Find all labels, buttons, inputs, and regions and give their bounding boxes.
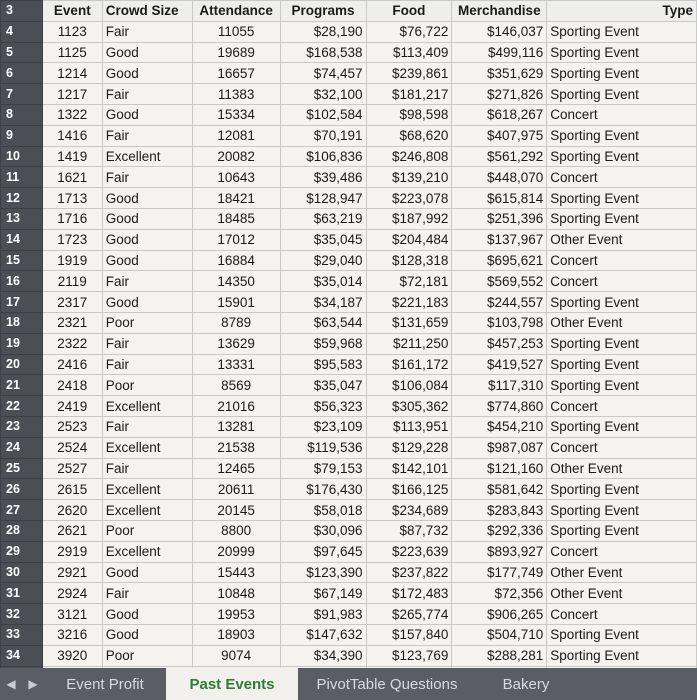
cell-programs[interactable]: $59,968 bbox=[280, 333, 366, 354]
cell-merchandise[interactable]: $251,396 bbox=[452, 208, 547, 229]
cell-programs[interactable]: $102,584 bbox=[280, 104, 366, 125]
tab-pivottable-questions[interactable]: PivotTable Questions bbox=[316, 675, 458, 693]
cell-attendance[interactable]: 10643 bbox=[192, 167, 280, 188]
cell-food[interactable]: $234,689 bbox=[366, 500, 452, 521]
cell-food[interactable]: $223,078 bbox=[366, 188, 452, 209]
cell-crowd-size[interactable]: Fair bbox=[102, 416, 192, 437]
cell-merchandise[interactable]: $103,798 bbox=[452, 312, 547, 333]
cell-type[interactable]: Sporting Event bbox=[547, 624, 697, 645]
cell-crowd-size[interactable]: Good bbox=[102, 208, 192, 229]
cell-attendance[interactable]: 13331 bbox=[192, 354, 280, 375]
cell-type[interactable]: Concert bbox=[547, 250, 697, 271]
cell-food[interactable]: $246,808 bbox=[366, 146, 452, 167]
cell-attendance[interactable]: 11383 bbox=[192, 84, 280, 105]
table-row bbox=[1, 375, 697, 396]
cell-type[interactable]: Other Event bbox=[547, 458, 697, 479]
cell-event[interactable]: 3121 bbox=[42, 604, 102, 625]
cell-event[interactable]: 1919 bbox=[42, 250, 102, 271]
header-row bbox=[1, 1, 697, 22]
cell-type[interactable]: Sporting Event bbox=[547, 188, 697, 209]
cell-merchandise[interactable]: $448,070 bbox=[452, 167, 547, 188]
cell-programs[interactable]: $34,187 bbox=[280, 292, 366, 313]
sheet-tab-bar bbox=[0, 668, 697, 700]
cell-programs[interactable]: $97,645 bbox=[280, 541, 366, 562]
cell-merchandise[interactable]: $774,860 bbox=[452, 396, 547, 417]
table-row bbox=[1, 208, 697, 229]
table-row bbox=[1, 604, 697, 625]
row-number[interactable]: 26 bbox=[1, 479, 43, 500]
cell-type[interactable]: Sporting Event bbox=[547, 645, 697, 666]
cell-merchandise[interactable]: $581,642 bbox=[452, 479, 547, 500]
cell-programs[interactable]: $63,544 bbox=[280, 312, 366, 333]
cell-type[interactable]: Concert bbox=[547, 604, 697, 625]
row-number[interactable]: 28 bbox=[1, 520, 43, 541]
cell-event[interactable]: 1416 bbox=[42, 125, 102, 146]
cell-food[interactable]: $161,172 bbox=[366, 354, 452, 375]
cell-crowd-size[interactable]: Good bbox=[102, 42, 192, 63]
row-number[interactable]: 17 bbox=[1, 292, 43, 313]
cell-programs[interactable]: $30,096 bbox=[280, 520, 366, 541]
cell-food[interactable]: $76,722 bbox=[366, 21, 452, 42]
cell-type[interactable]: Concert bbox=[547, 104, 697, 125]
cell-food[interactable]: $68,620 bbox=[366, 125, 452, 146]
cell-attendance[interactable]: 21016 bbox=[192, 396, 280, 417]
row-number[interactable]: 23 bbox=[1, 416, 43, 437]
cell-crowd-size[interactable]: Excellent bbox=[102, 396, 192, 417]
cell-programs[interactable]: $91,983 bbox=[280, 604, 366, 625]
cell-attendance[interactable]: 18485 bbox=[192, 208, 280, 229]
cell-crowd-size[interactable]: Poor bbox=[102, 312, 192, 333]
cell-food[interactable]: $106,084 bbox=[366, 375, 452, 396]
table-row bbox=[1, 125, 697, 146]
table-row bbox=[1, 541, 697, 562]
table-row bbox=[1, 84, 697, 105]
cell-event[interactable]: 2921 bbox=[42, 562, 102, 583]
cell-type[interactable]: Sporting Event bbox=[547, 500, 697, 521]
cell-merchandise[interactable]: $117,310 bbox=[452, 375, 547, 396]
cell-event[interactable]: 2416 bbox=[42, 354, 102, 375]
cell-type[interactable]: Sporting Event bbox=[547, 125, 697, 146]
cell-type[interactable]: Sporting Event bbox=[547, 333, 697, 354]
cell-event[interactable]: 1322 bbox=[42, 104, 102, 125]
cell-type[interactable]: Concert bbox=[547, 541, 697, 562]
cell-attendance[interactable]: 14350 bbox=[192, 271, 280, 292]
cell-programs[interactable]: $67,149 bbox=[280, 583, 366, 604]
column-header-type[interactable]: Type bbox=[547, 1, 697, 22]
cell-programs[interactable]: $23,109 bbox=[280, 416, 366, 437]
table-row bbox=[1, 437, 697, 458]
cell-event[interactable]: 2119 bbox=[42, 271, 102, 292]
row-number[interactable]: 22 bbox=[1, 396, 43, 417]
cell-merchandise[interactable]: $987,087 bbox=[452, 437, 547, 458]
cell-type[interactable]: Sporting Event bbox=[547, 479, 697, 500]
cell-food[interactable]: $129,228 bbox=[366, 437, 452, 458]
cell-event[interactable]: 2621 bbox=[42, 520, 102, 541]
row-number[interactable]: 34 bbox=[1, 645, 43, 666]
cell-attendance[interactable]: 8789 bbox=[192, 312, 280, 333]
cell-programs[interactable]: $34,390 bbox=[280, 645, 366, 666]
cell-attendance[interactable]: 12081 bbox=[192, 125, 280, 146]
cell-attendance[interactable]: 9074 bbox=[192, 645, 280, 666]
cell-attendance[interactable]: 20145 bbox=[192, 500, 280, 521]
tab-past-events[interactable]: Past Events bbox=[166, 668, 298, 700]
cell-food[interactable]: $211,250 bbox=[366, 333, 452, 354]
chevron-left-icon[interactable]: ◀ bbox=[6, 677, 16, 691]
cell-crowd-size[interactable]: Fair bbox=[102, 583, 192, 604]
cell-type[interactable]: Sporting Event bbox=[547, 21, 697, 42]
row-number[interactable]: 15 bbox=[1, 250, 43, 271]
row-number[interactable]: 31 bbox=[1, 583, 43, 604]
row-number[interactable]: 29 bbox=[1, 541, 43, 562]
column-header-crowd-size[interactable]: Crowd Size bbox=[102, 1, 192, 22]
cell-attendance[interactable]: 12465 bbox=[192, 458, 280, 479]
cell-event[interactable]: 3920 bbox=[42, 645, 102, 666]
cell-crowd-size[interactable]: Good bbox=[102, 229, 192, 250]
cell-crowd-size[interactable]: Good bbox=[102, 562, 192, 583]
row-number[interactable]: 32 bbox=[1, 604, 43, 625]
cell-food[interactable]: $187,992 bbox=[366, 208, 452, 229]
cell-programs[interactable]: $70,191 bbox=[280, 125, 366, 146]
cell-type[interactable]: Other Event bbox=[547, 312, 697, 333]
table-row bbox=[1, 42, 697, 63]
cell-event[interactable]: 2317 bbox=[42, 292, 102, 313]
cell-attendance[interactable]: 16657 bbox=[192, 63, 280, 84]
cell-event[interactable]: 2919 bbox=[42, 541, 102, 562]
cell-merchandise[interactable]: $893,927 bbox=[452, 541, 547, 562]
cell-attendance[interactable]: 8800 bbox=[192, 520, 280, 541]
table-row bbox=[1, 21, 697, 42]
cell-programs[interactable]: $147,632 bbox=[280, 624, 366, 645]
cell-programs[interactable]: $168,538 bbox=[280, 42, 366, 63]
cell-crowd-size[interactable]: Excellent bbox=[102, 541, 192, 562]
cell-crowd-size[interactable]: Excellent bbox=[102, 146, 192, 167]
table-row bbox=[1, 250, 697, 271]
table-row bbox=[1, 63, 697, 84]
cell-merchandise[interactable]: $407,975 bbox=[452, 125, 547, 146]
cell-event[interactable]: 1419 bbox=[42, 146, 102, 167]
cell-attendance[interactable]: 17012 bbox=[192, 229, 280, 250]
row-number[interactable]: 12 bbox=[1, 188, 43, 209]
cell-food[interactable]: $142,101 bbox=[366, 458, 452, 479]
cell-food[interactable]: $87,732 bbox=[366, 520, 452, 541]
row-number[interactable]: 5 bbox=[1, 42, 43, 63]
table-row bbox=[1, 645, 697, 666]
cell-crowd-size[interactable]: Excellent bbox=[102, 479, 192, 500]
cell-crowd-size[interactable]: Fair bbox=[102, 354, 192, 375]
column-header-programs[interactable]: Programs bbox=[280, 1, 366, 22]
cell-crowd-size[interactable]: Good bbox=[102, 63, 192, 84]
cell-programs[interactable]: $176,430 bbox=[280, 479, 366, 500]
cell-crowd-size[interactable]: Good bbox=[102, 188, 192, 209]
cell-crowd-size[interactable]: Fair bbox=[102, 167, 192, 188]
cell-type[interactable]: Sporting Event bbox=[547, 146, 697, 167]
cell-crowd-size[interactable]: Good bbox=[102, 104, 192, 125]
row-number[interactable]: 9 bbox=[1, 125, 43, 146]
cell-merchandise[interactable]: $906,265 bbox=[452, 604, 547, 625]
cell-type[interactable]: Sporting Event bbox=[547, 63, 697, 84]
cell-attendance[interactable]: 11055 bbox=[192, 21, 280, 42]
cell-event[interactable]: 2924 bbox=[42, 583, 102, 604]
column-header-attendance[interactable]: Attendance bbox=[192, 1, 280, 22]
cell-crowd-size[interactable]: Good bbox=[102, 604, 192, 625]
cell-attendance[interactable]: 15901 bbox=[192, 292, 280, 313]
cell-programs[interactable]: $119,536 bbox=[280, 437, 366, 458]
cell-type[interactable]: Sporting Event bbox=[547, 42, 697, 63]
cell-merchandise[interactable]: $292,336 bbox=[452, 520, 547, 541]
cell-programs[interactable]: $74,457 bbox=[280, 63, 366, 84]
cell-type[interactable]: Concert bbox=[547, 167, 697, 188]
cell-type[interactable]: Concert bbox=[547, 437, 697, 458]
row-number[interactable]: 25 bbox=[1, 458, 43, 479]
cell-crowd-size[interactable]: Excellent bbox=[102, 500, 192, 521]
cell-event[interactable]: 1217 bbox=[42, 84, 102, 105]
cell-type[interactable]: Concert bbox=[547, 396, 697, 417]
cell-food[interactable]: $113,951 bbox=[366, 416, 452, 437]
cell-event[interactable]: 2321 bbox=[42, 312, 102, 333]
cell-crowd-size[interactable]: Poor bbox=[102, 645, 192, 666]
cell-merchandise[interactable]: $615,814 bbox=[452, 188, 547, 209]
cell-food[interactable]: $123,769 bbox=[366, 645, 452, 666]
cell-programs[interactable]: $39,486 bbox=[280, 167, 366, 188]
cell-food[interactable]: $221,183 bbox=[366, 292, 452, 313]
cell-attendance[interactable]: 18903 bbox=[192, 624, 280, 645]
cell-programs[interactable]: $128,947 bbox=[280, 188, 366, 209]
cell-crowd-size[interactable]: Fair bbox=[102, 84, 192, 105]
row-number[interactable]: 13 bbox=[1, 208, 43, 229]
row-number[interactable]: 11 bbox=[1, 167, 43, 188]
cell-attendance[interactable]: 15334 bbox=[192, 104, 280, 125]
cell-programs[interactable]: $35,014 bbox=[280, 271, 366, 292]
cell-event[interactable]: 1713 bbox=[42, 188, 102, 209]
cell-food[interactable]: $305,362 bbox=[366, 396, 452, 417]
cell-programs[interactable]: $106,836 bbox=[280, 146, 366, 167]
column-header-food[interactable]: Food bbox=[366, 1, 452, 22]
table-row bbox=[1, 479, 697, 500]
cell-food[interactable]: $265,774 bbox=[366, 604, 452, 625]
column-header-merchandise[interactable]: Merchandise bbox=[452, 1, 547, 22]
cell-attendance[interactable]: 8569 bbox=[192, 375, 280, 396]
cell-attendance[interactable]: 20611 bbox=[192, 479, 280, 500]
cell-programs[interactable]: $95,583 bbox=[280, 354, 366, 375]
cell-programs[interactable]: $28,190 bbox=[280, 21, 366, 42]
cell-food[interactable]: $166,125 bbox=[366, 479, 452, 500]
cell-type[interactable]: Other Event bbox=[547, 562, 697, 583]
chevron-right-icon[interactable]: ▶ bbox=[28, 677, 38, 691]
table-row bbox=[1, 416, 697, 437]
cell-type[interactable]: Other Event bbox=[547, 229, 697, 250]
table-row bbox=[1, 146, 697, 167]
cell-merchandise[interactable]: $244,557 bbox=[452, 292, 547, 313]
cell-merchandise[interactable]: $695,621 bbox=[452, 250, 547, 271]
row-number[interactable]: 21 bbox=[1, 375, 43, 396]
cell-type[interactable]: Sporting Event bbox=[547, 354, 697, 375]
cell-merchandise[interactable]: $351,629 bbox=[452, 63, 547, 84]
cell-crowd-size[interactable]: Good bbox=[102, 624, 192, 645]
cell-food[interactable]: $204,484 bbox=[366, 229, 452, 250]
row-number[interactable]: 10 bbox=[1, 146, 43, 167]
row-number[interactable]: 18 bbox=[1, 312, 43, 333]
table-row bbox=[1, 354, 697, 375]
cell-crowd-size[interactable]: Fair bbox=[102, 458, 192, 479]
table-row bbox=[1, 271, 697, 292]
cell-food[interactable]: $128,318 bbox=[366, 250, 452, 271]
cell-merchandise[interactable]: $569,552 bbox=[452, 271, 547, 292]
table-row bbox=[1, 312, 697, 333]
table-row bbox=[1, 292, 697, 313]
cell-event[interactable]: 2418 bbox=[42, 375, 102, 396]
tab-bakery[interactable]: Bakery bbox=[502, 675, 550, 693]
table-row bbox=[1, 458, 697, 479]
cell-event[interactable]: 1723 bbox=[42, 229, 102, 250]
cell-food[interactable]: $98,598 bbox=[366, 104, 452, 125]
cell-event[interactable]: 1621 bbox=[42, 167, 102, 188]
tab-event-profit[interactable]: Event Profit bbox=[66, 675, 144, 693]
table-row bbox=[1, 396, 697, 417]
row-number[interactable]: 19 bbox=[1, 333, 43, 354]
cell-attendance[interactable]: 15443 bbox=[192, 562, 280, 583]
cell-merchandise[interactable]: $72,356 bbox=[452, 583, 547, 604]
cell-type[interactable]: Sporting Event bbox=[547, 375, 697, 396]
cell-type[interactable]: Sporting Event bbox=[547, 292, 697, 313]
cell-crowd-size[interactable]: Excellent bbox=[102, 437, 192, 458]
table-row bbox=[1, 188, 697, 209]
cell-event[interactable]: 2419 bbox=[42, 396, 102, 417]
cell-merchandise[interactable]: $283,843 bbox=[452, 500, 547, 521]
row-number[interactable]: 6 bbox=[1, 63, 43, 84]
row-number[interactable]: 27 bbox=[1, 500, 43, 521]
cell-crowd-size[interactable]: Fair bbox=[102, 125, 192, 146]
cell-event[interactable]: 3216 bbox=[42, 624, 102, 645]
cell-attendance[interactable]: 20999 bbox=[192, 541, 280, 562]
table-row bbox=[1, 229, 697, 250]
cell-food[interactable]: $113,409 bbox=[366, 42, 452, 63]
cell-event[interactable]: 1214 bbox=[42, 63, 102, 84]
cell-event[interactable]: 2322 bbox=[42, 333, 102, 354]
cell-crowd-size[interactable]: Poor bbox=[102, 375, 192, 396]
cell-programs[interactable]: $58,018 bbox=[280, 500, 366, 521]
table-row bbox=[1, 624, 697, 645]
cell-food[interactable]: $139,210 bbox=[366, 167, 452, 188]
cell-type[interactable]: Sporting Event bbox=[547, 208, 697, 229]
table-row bbox=[1, 104, 697, 125]
cell-food[interactable]: $172,483 bbox=[366, 583, 452, 604]
cell-attendance[interactable]: 16884 bbox=[192, 250, 280, 271]
cell-event[interactable]: 2524 bbox=[42, 437, 102, 458]
row-number[interactable]: 24 bbox=[1, 437, 43, 458]
cell-type[interactable]: Sporting Event bbox=[547, 520, 697, 541]
cell-attendance[interactable]: 10848 bbox=[192, 583, 280, 604]
cell-programs[interactable]: $35,045 bbox=[280, 229, 366, 250]
table-row bbox=[1, 333, 697, 354]
cell-programs[interactable]: $29,040 bbox=[280, 250, 366, 271]
cell-food[interactable]: $223,639 bbox=[366, 541, 452, 562]
cell-food[interactable]: $237,822 bbox=[366, 562, 452, 583]
cell-event[interactable]: 1716 bbox=[42, 208, 102, 229]
cell-merchandise[interactable]: $137,967 bbox=[452, 229, 547, 250]
cell-event[interactable]: 2527 bbox=[42, 458, 102, 479]
cell-type[interactable]: Sporting Event bbox=[547, 84, 697, 105]
cell-food[interactable]: $181,217 bbox=[366, 84, 452, 105]
cell-programs[interactable]: $63,219 bbox=[280, 208, 366, 229]
cell-programs[interactable]: $56,323 bbox=[280, 396, 366, 417]
cell-crowd-size[interactable]: Good bbox=[102, 250, 192, 271]
row-number[interactable]: 20 bbox=[1, 354, 43, 375]
cell-programs[interactable]: $79,153 bbox=[280, 458, 366, 479]
cell-attendance[interactable]: 19953 bbox=[192, 604, 280, 625]
cell-attendance[interactable]: 21538 bbox=[192, 437, 280, 458]
cell-food[interactable]: $239,861 bbox=[366, 63, 452, 84]
row-number[interactable]: 33 bbox=[1, 624, 43, 645]
cell-crowd-size[interactable]: Fair bbox=[102, 333, 192, 354]
cell-crowd-size[interactable]: Fair bbox=[102, 21, 192, 42]
cell-event[interactable]: 2523 bbox=[42, 416, 102, 437]
cell-merchandise[interactable]: $457,253 bbox=[452, 333, 547, 354]
cell-food[interactable]: $157,840 bbox=[366, 624, 452, 645]
cell-merchandise[interactable]: $419,527 bbox=[452, 354, 547, 375]
cell-programs[interactable]: $123,390 bbox=[280, 562, 366, 583]
cell-merchandise[interactable]: $121,160 bbox=[452, 458, 547, 479]
cell-merchandise[interactable]: $561,292 bbox=[452, 146, 547, 167]
cell-attendance[interactable]: 13629 bbox=[192, 333, 280, 354]
cell-type[interactable]: Sporting Event bbox=[547, 416, 697, 437]
table-row bbox=[1, 167, 697, 188]
row-number[interactable]: 3 bbox=[1, 1, 43, 22]
column-header-event[interactable]: Event bbox=[42, 1, 102, 22]
cell-merchandise[interactable]: $499,116 bbox=[452, 42, 547, 63]
cell-merchandise[interactable]: $618,267 bbox=[452, 104, 547, 125]
cell-merchandise[interactable]: $177,749 bbox=[452, 562, 547, 583]
cell-event[interactable]: 2615 bbox=[42, 479, 102, 500]
row-number[interactable]: 8 bbox=[1, 104, 43, 125]
cell-attendance[interactable]: 18421 bbox=[192, 188, 280, 209]
cell-merchandise[interactable]: $146,037 bbox=[452, 21, 547, 42]
cell-type[interactable]: Other Event bbox=[547, 583, 697, 604]
cell-attendance[interactable]: 13281 bbox=[192, 416, 280, 437]
table-row bbox=[1, 520, 697, 541]
cell-programs[interactable]: $35,047 bbox=[280, 375, 366, 396]
cell-programs[interactable]: $32,100 bbox=[280, 84, 366, 105]
cell-type[interactable]: Concert bbox=[547, 271, 697, 292]
table-row bbox=[1, 562, 697, 583]
cell-food[interactable]: $131,659 bbox=[366, 312, 452, 333]
cell-crowd-size[interactable]: Poor bbox=[102, 520, 192, 541]
cell-attendance[interactable]: 20082 bbox=[192, 146, 280, 167]
row-number[interactable]: 30 bbox=[1, 562, 43, 583]
table-row bbox=[1, 583, 697, 604]
cell-crowd-size[interactable]: Fair bbox=[102, 271, 192, 292]
cell-crowd-size[interactable]: Good bbox=[102, 292, 192, 313]
cell-merchandise[interactable]: $454,210 bbox=[452, 416, 547, 437]
row-number[interactable]: 14 bbox=[1, 229, 43, 250]
table-row bbox=[1, 500, 697, 521]
cell-merchandise[interactable]: $271,826 bbox=[452, 84, 547, 105]
cell-event[interactable]: 2620 bbox=[42, 500, 102, 521]
cell-event[interactable]: 1123 bbox=[42, 21, 102, 42]
cell-merchandise[interactable]: $288,281 bbox=[452, 645, 547, 666]
cell-food[interactable]: $72,181 bbox=[366, 271, 452, 292]
cell-merchandise[interactable]: $504,710 bbox=[452, 624, 547, 645]
row-number[interactable]: 7 bbox=[1, 84, 43, 105]
cell-attendance[interactable]: 19689 bbox=[192, 42, 280, 63]
cell-event[interactable]: 1125 bbox=[42, 42, 102, 63]
row-number[interactable]: 4 bbox=[1, 21, 43, 42]
row-number[interactable]: 16 bbox=[1, 271, 43, 292]
